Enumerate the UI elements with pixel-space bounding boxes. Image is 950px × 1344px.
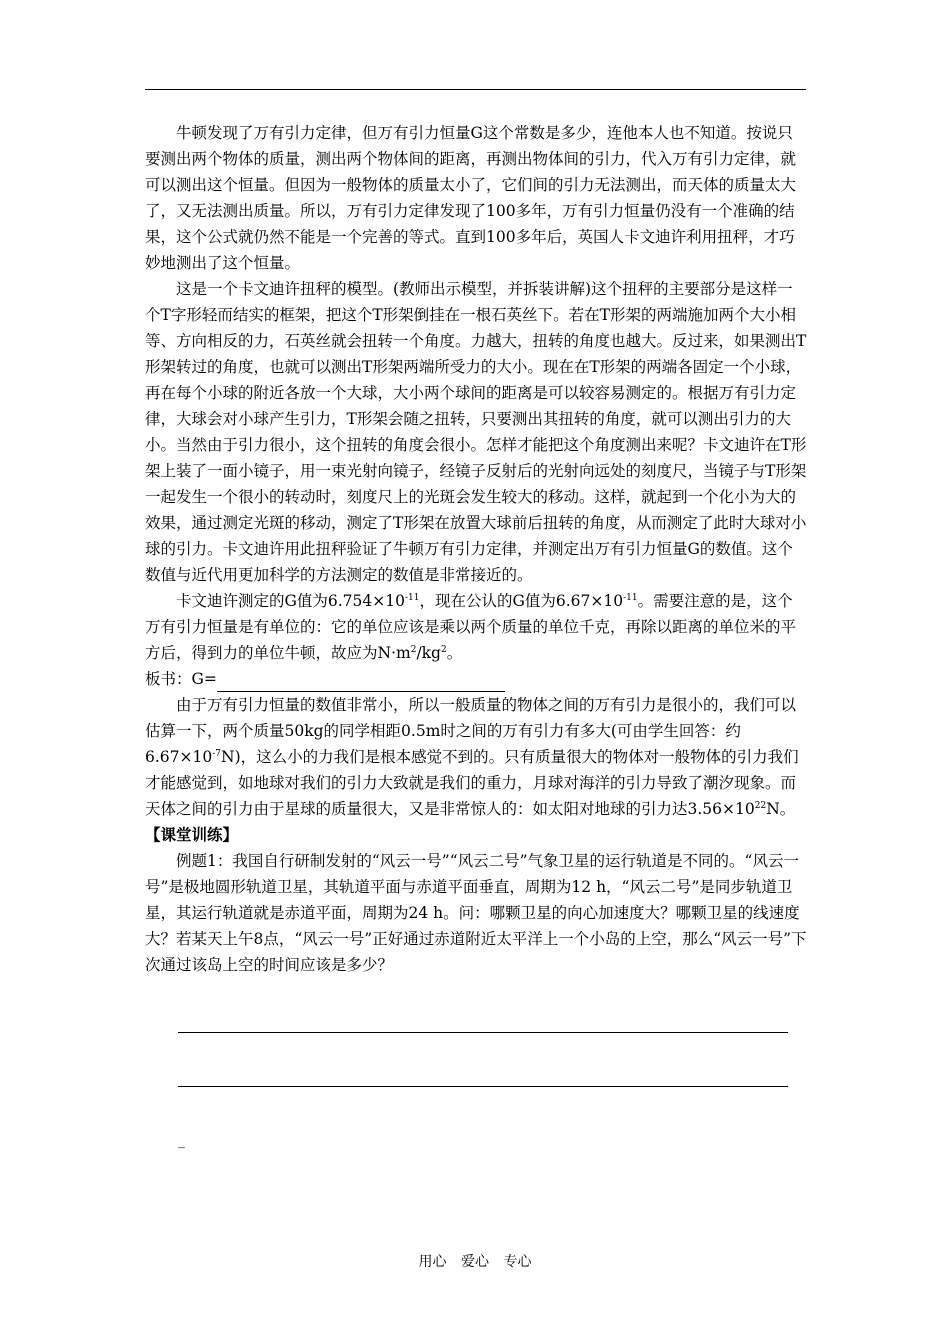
main-text (145, 120, 807, 978)
page-footer: 用心 爱心 专心 (418, 1254, 532, 1270)
example-1: 例题1：我国自行研制发射的“风云一号”“风云二号”气象卫星的运行轨道是不同的。“风云一号”是极地圆形轨道卫星，其轨道平面与赤道平面垂直，周期为12 h，“风云二号”是同步轨道卫星，其运行轨道就是赤道平面，周期为24 h。问：哪颗卫星的向心加速度大？哪颗卫星的线速度大？若某天上午8点，“风云一号”正好通过赤道附近太平洋上一个小岛的上空，那么“风云一号”下次通过该岛上空的时间应该是多少？ (145, 852, 807, 974)
paragraph-g-value: 卡文迪许测定的G值为$6.754\times 10^{-11}$，现在公认的G值为$6.67\times 10^{-11}$。需要注意的是，这个万有引力恒量是有单位的：它的单位应该是乘以两个质量的单位千克，再除以距离的单位米的平方后，得到力的单位牛顿，故应为$N\cdot m^2/kg^2$。 (145, 592, 797, 662)
header-rule (145, 89, 806, 90)
answer-stub: _ (178, 1133, 185, 1149)
section-title: 【课堂训练】 (145, 826, 239, 844)
answer-line-1 (178, 1032, 788, 1033)
answer-line-2 (178, 1086, 788, 1087)
paragraph-newton: 牛顿发现了万有引力定律，但万有引力恒量G这个常数是多少，连他本人也不知道。按说只要测出两个物体的质量，测出两个物体间的距离，再测出物体间的引力，代入万有引力定律，就可以测出这个恒量。但因为一般物体的质量太小了，它们间的引力无法测出，而天体的质量太大了，又无法测出质量。所以，万有引力定律发现了100多年，万有引力恒量仍没有一个准确的结果，这个公式就仍然不能是一个完善的等式。直到100多年后，英国人卡文迪许利用扭秤，才巧妙地测出了这个恒量。 (145, 124, 797, 272)
board-note: 板书：G= (145, 666, 807, 692)
paragraph-cavendish-model: 这是一个卡文迪许扭秤的模型。(教师出示模型，并拆装讲解)这个扭秤的主要部分是这样一个T字形轻而结实的框架，把这个T形架倒挂在一根石英丝下。若在T形架的两端施加两个大小相等、方向相反的力，石英丝就会扭转一个角度。力越大，扭转的角度也越大。反过来，如果测出T形架转过的角度，也就可以测出T形架两端所受力的大小。现在在T形架的两端各固定一个小球，再在每个小球的附近各放一个大球，大小两个球间的距离是可以较容易测定的。根据万有引力定律，大球会对小球产生引力，T形架会随之扭转，只要测出其扭转的角度，就可以测出引力的大小。当然由于引力很小，这个扭转的角度会很小。怎样才能把这个角度测出来呢？卡文迪许在T形架上装了一面小镜子，用一束光射向镜子，经镜子反射后的光射向远处的刻度尺，当镜子与T形架一起发生一个很小的转动时，刻度尺上的光斑会发生较大的移动。这样，就起到一个化小为大的效果，通过测定光斑的移动，测定了T形架在放置大球前后扭转的角度，从而测定了此时大球对小球的引力。卡文迪许用此扭秤验证了牛顿万有引力定律，并测定出万有引力恒量G的数值。这个数值与近代用更加科学的方法测定的数值是非常接近的。 (145, 280, 807, 584)
board-blank (217, 673, 505, 692)
paragraph-small-force: 由于万有引力恒量的数值非常小，所以一般质量的物体之间的万有引力是很小的，我们可以估算一下，两个质量50kg的同学相距0.5m时之间的万有引力有多大(可由学生回答：约$6.67\times 10^{-7}N$)，这么小的力我们是根本感觉不到的。只有质量很大的物体对一般物体的引力我们才能感觉到，如地球对我们的引力大致就是我们的重力，月球对海洋的引力导致了潮汐现象。而天体之间的引力由于星球的质量很大，又是非常惊人的：如太阳对地球的引力达$3.56\times 10^{22}N$。 (145, 696, 799, 818)
